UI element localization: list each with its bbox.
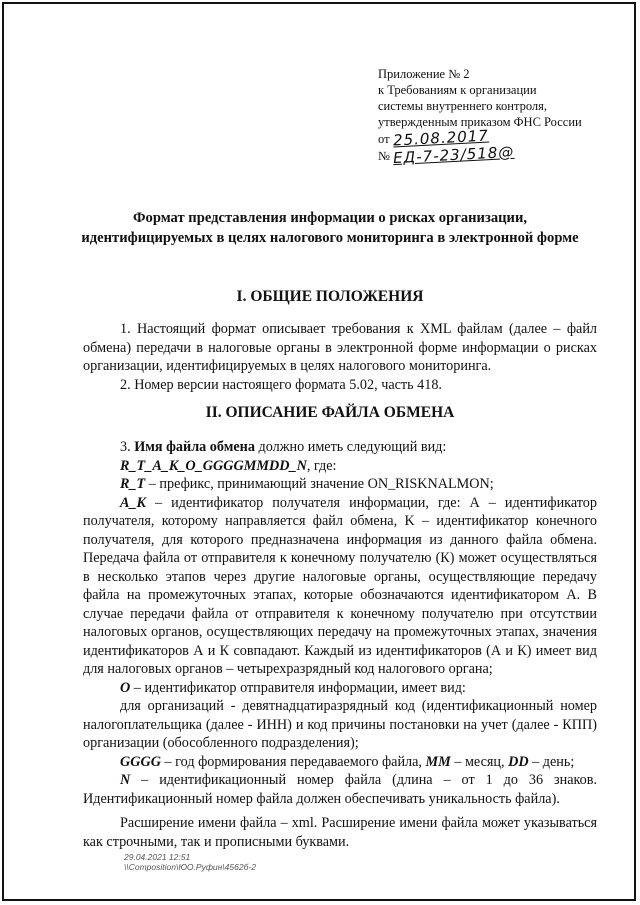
attachment-line: к Требованиям к организации (378, 83, 537, 97)
section-general-body (83, 320, 597, 394)
text: – год формирования передаваемого файла, (160, 753, 426, 770)
text: , где: (306, 457, 337, 474)
term-ak: A_K (120, 494, 147, 511)
text: – идентификатор отправителя информации, имеет вид: (130, 679, 466, 696)
term-bold: Имя файла обмена (134, 439, 255, 455)
order-date-prefix: от (378, 132, 390, 146)
text: – идентификатор получателя информации, где: А – идентификатор получателя, которому направляется файл обмена, K – идентификатор конечного получателя, для которого предназначена информация из данного файла обмена. Передача файла от отправителя к конечному получателю (К) может осуществляться в несколько этапов через другие налоговые органы, осуществляющие передачу файла на промежуточных этапах, которые обозначаются идентификатором А. В случае передачи файла от отправителя к конечному получателю при отсутствии налоговых органов, осуществляющих передачу на промежуточных этапах, значения идентификаторов А и К совпадают. Каждый из идентификаторов (А и К) имеет вид для налоговых органов – четырехразрядный код налогового органа; (83, 494, 597, 677)
paragraph (83, 475, 597, 494)
section-heading-general: I. ОБЩИЕ ПОЛОЖЕНИЯ (236, 288, 424, 305)
stamp-line: \\Composition\ЮО.Руфин\4562б-2 (124, 862, 256, 872)
paragraph: для организаций - девятнадцатиразрядный код (идентификационный номер налогоплательщика (далее - ИНН) и код причины постановки на учет (далее - КПП) организации (обособленного подразделения); (83, 698, 597, 751)
paragraph (83, 771, 597, 808)
text: – идентификационный номер файла (длина – от 1 до 36 знаков. Идентификационный номер файла должен обеспечивать уникальность файла). (83, 772, 597, 807)
paragraph (83, 494, 597, 679)
stamp-line: 29.04.2021 12:51 (124, 852, 191, 862)
title-line: идентифицируемых в целях налогового мониторинга в электронной форме (81, 230, 579, 246)
order-number (378, 142, 618, 168)
paragraph: 1. Настоящий формат описывает требования к XML файлам (далее – файл обмена) передачи в налоговые органы в электронной форме информации о рисках организации, идентифицируемых в целях налогового мониторинга. (83, 321, 597, 374)
paragraph (83, 457, 597, 476)
order-date-handwritten: 25.08.2017 (392, 126, 489, 150)
paragraph: 2. Номер версии настоящего формата 5.02, часть 418. (120, 376, 442, 393)
order-number-prefix: № (378, 149, 390, 163)
text: – префикс, принимающий значение ON_RISKNALMON; (145, 476, 494, 492)
attachment-line: системы внутреннего контроля, (378, 99, 548, 113)
term-n: N (120, 772, 131, 788)
print-stamp (124, 852, 324, 872)
order-number-handwritten: ЕД-7-23/518@ (392, 142, 515, 168)
attachment-line: утвержденным приказом ФНС России (378, 115, 582, 129)
paragraph: Расширение имени файла – xml. Расширение имени файла может указываться как строчными, так и прописными буквами. (83, 815, 597, 850)
title-line: Формат представления информации о рисках организации, (132, 210, 528, 226)
attachment-line: Приложение № 2 (378, 67, 470, 81)
item-number: 3. (120, 439, 135, 455)
file-name-pattern: R_T_A_K_O_GGGGMMDD_N (120, 457, 307, 474)
term-gggg: GGGG (120, 753, 161, 770)
section-heading-exchange-file: II. ОПИСАНИЕ ФАЙЛА ОБМЕНА (205, 404, 455, 421)
document-title (70, 208, 590, 248)
paragraph (83, 438, 597, 457)
text: – день; (528, 753, 575, 770)
text: должно иметь следующий вид: (254, 439, 447, 455)
text: – месяц, (450, 753, 509, 770)
section-exchange-body (83, 438, 597, 851)
paragraph (83, 753, 597, 772)
term-rt: R_T (120, 476, 146, 492)
term-o: O (120, 679, 131, 696)
attachment-block (378, 66, 618, 168)
term-dd: DD (508, 753, 529, 770)
term-mm: MM (425, 753, 451, 770)
paragraph (83, 679, 597, 698)
